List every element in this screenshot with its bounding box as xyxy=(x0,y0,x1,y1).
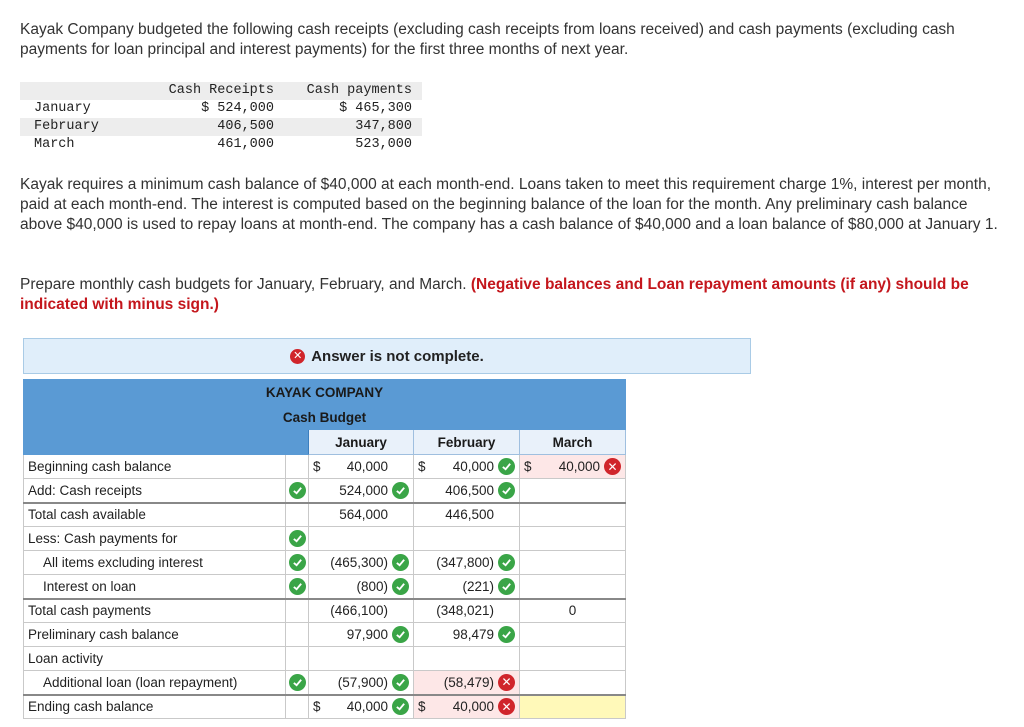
payments-value: 347,800 xyxy=(284,118,422,136)
value-mar-total-payments: 0 xyxy=(520,599,626,623)
incorrect-icon: ✕ xyxy=(498,674,515,691)
correct-icon xyxy=(392,554,409,571)
correct-icon xyxy=(498,578,515,595)
row-label-ending: Ending cash balance xyxy=(24,695,286,719)
month-header-february: February xyxy=(414,430,520,455)
month-header-january: January xyxy=(309,430,414,455)
instructions xyxy=(20,275,1010,315)
row-label-receipts: Add: Cash receipts xyxy=(24,479,286,503)
answer-status-banner xyxy=(23,338,751,374)
input-mar-receipts[interactable] xyxy=(520,479,626,503)
company-name: KAYAK COMPANY xyxy=(24,380,626,405)
value-mar-ending xyxy=(520,695,626,719)
value-jan-total-payments: (466,100) xyxy=(309,599,414,623)
correct-icon xyxy=(289,554,306,571)
correct-icon xyxy=(289,482,306,499)
input-jan-interest[interactable]: (800) xyxy=(309,575,414,599)
input-feb-interest[interactable]: (221) xyxy=(414,575,520,599)
correct-icon xyxy=(289,578,306,595)
input-mar-interest[interactable] xyxy=(520,575,626,599)
correct-icon xyxy=(392,698,409,715)
receipts-value: 406,500 xyxy=(146,118,284,136)
input-feb-beginning[interactable]: $ 40,000 xyxy=(414,455,520,479)
month-header-march: March xyxy=(520,430,626,455)
answer-status-text: Answer is not complete. xyxy=(311,347,484,365)
row-label-total-payments: Total cash payments xyxy=(24,599,286,623)
payments-value: 523,000 xyxy=(355,137,412,152)
correct-icon xyxy=(498,626,515,643)
input-feb-excl-interest[interactable]: (347,800) xyxy=(414,551,520,575)
month-label: January xyxy=(34,101,91,116)
row-label-loan-activity: Loan activity xyxy=(24,647,286,671)
correct-icon xyxy=(289,674,306,691)
incorrect-icon: ✕ xyxy=(498,698,515,715)
payments-value: $ 465,300 xyxy=(339,101,412,116)
receipts-value: $ 524,000 xyxy=(201,101,274,116)
correct-icon xyxy=(498,482,515,499)
value-feb-total-payments: (348,021) xyxy=(414,599,520,623)
correct-icon xyxy=(392,674,409,691)
problem-intro: Kayak Company budgeted the following cash receipts (excluding cash receipts from loans received) and cash payments (excluding cash payments for loan principal and interest payments) for the first three months of next year. xyxy=(20,21,955,58)
cash-budget-table xyxy=(23,379,626,719)
row-label-available: Total cash available xyxy=(24,503,286,527)
correct-icon xyxy=(498,554,515,571)
requirements-text: Kayak requires a minimum cash balance of $40,000 at each month-end. Loans taken to meet this requirement charge 1%, interest per month, paid at each month-end. The interest is computed based on the beginning balance of the loan for the month. Any preliminary cash balance above $40,000 is used to repay loans at month-end. The company has a cash balance of $40,000 and a loan balance of $80,000 at January 1. xyxy=(20,176,998,233)
row-label-excl-interest: All items excluding interest xyxy=(24,551,286,575)
value-jan-available: 564,000 xyxy=(309,503,414,527)
row-label-additional-loan: Additional loan (loan repayment) xyxy=(24,671,286,695)
correct-icon xyxy=(498,458,515,475)
input-mar-beginning[interactable]: $ 40,000 ✕ xyxy=(520,455,626,479)
correct-icon xyxy=(289,530,306,547)
instructions-emphasis: (Negative balances and Loan repayment amounts (if any) should be indicated with minus sign.) xyxy=(20,276,969,313)
input-mar-additional-loan[interactable] xyxy=(520,671,626,695)
correct-icon xyxy=(392,482,409,499)
row-label-beginning: Beginning cash balance xyxy=(24,455,286,479)
incorrect-icon: ✕ xyxy=(290,349,305,364)
month-label: March xyxy=(34,137,75,152)
value-jan-ending: $ 40,000 xyxy=(309,695,414,719)
input-jan-beginning[interactable]: $ 40,000 xyxy=(309,455,414,479)
input-jan-excl-interest[interactable]: (465,300) xyxy=(309,551,414,575)
correct-icon xyxy=(392,626,409,643)
row-label-less: Less: Cash payments for xyxy=(24,527,286,551)
given-data-table xyxy=(20,82,422,154)
value-feb-available: 446,500 xyxy=(414,503,520,527)
input-mar-preliminary[interactable] xyxy=(520,623,626,647)
incorrect-icon: ✕ xyxy=(604,458,621,475)
month-label: February xyxy=(20,118,146,136)
payments-header: Cash payments xyxy=(284,82,422,100)
receipts-header: Cash Receipts xyxy=(146,82,284,100)
row-label-preliminary: Preliminary cash balance xyxy=(24,623,286,647)
input-jan-receipts[interactable]: 524,000 xyxy=(309,479,414,503)
input-jan-additional-loan[interactable]: (57,900) xyxy=(309,671,414,695)
input-jan-preliminary[interactable]: 97,900 xyxy=(309,623,414,647)
value-mar-available xyxy=(520,503,626,527)
receipts-value: 461,000 xyxy=(217,137,274,152)
row-label-interest: Interest on loan xyxy=(24,575,286,599)
input-feb-additional-loan[interactable]: (58,479) ✕ xyxy=(414,671,520,695)
budget-title: Cash Budget xyxy=(24,405,626,430)
correct-icon xyxy=(392,578,409,595)
input-feb-receipts[interactable]: 406,500 xyxy=(414,479,520,503)
input-mar-excl-interest[interactable] xyxy=(520,551,626,575)
value-feb-ending: $ 40,000 ✕ xyxy=(414,695,520,719)
input-feb-preliminary[interactable]: 98,479 xyxy=(414,623,520,647)
instructions-text: Prepare monthly cash budgets for January, February, and March. xyxy=(20,276,471,293)
